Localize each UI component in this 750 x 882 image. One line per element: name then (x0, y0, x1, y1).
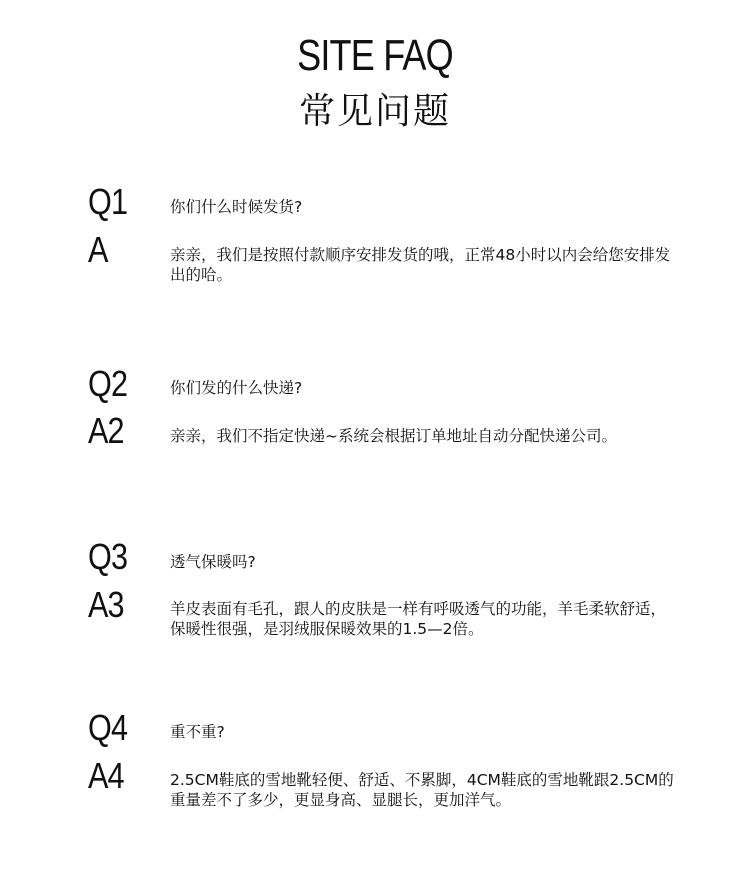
question-label: Q1 (88, 181, 128, 222)
answer-label: A3 (88, 584, 124, 625)
answer-text: 亲亲，我们不指定快递~系统会根据订单地址自动分配快递公司。 (170, 427, 617, 445)
question-text: 透气保暖吗? (170, 553, 256, 571)
answer-label: A (88, 229, 108, 270)
question-text: 重不重? (170, 723, 225, 741)
answer-label: A4 (88, 755, 124, 796)
answer-text: 亲亲，我们是按照付款顺序安排发货的哦，正常48小时以内会给您安排发出的哈。 (170, 246, 671, 284)
answer-label: A2 (88, 410, 124, 451)
question-label: Q3 (88, 536, 128, 577)
question-text: 你们发的什么快递? (170, 379, 303, 397)
question-label: Q2 (88, 363, 128, 404)
page-title: SITE FAQ (297, 31, 453, 80)
question-text: 你们什么时候发货? (170, 198, 303, 216)
page-header (0, 28, 750, 136)
answer-text: 羊皮表面有毛孔，跟人的皮肤是一样有呼吸透气的功能，羊毛柔软舒适，保暖性很强，是羽绒服保暖效果的1.5—2倍。 (170, 600, 667, 638)
answer-text: 2.5CM鞋底的雪地靴轻便、舒适、不累脚，4CM鞋底的雪地靴跟2.5CM的重量差不了多少，更显身高、显腿长，更加洋气。 (170, 771, 674, 809)
question-label: Q4 (88, 707, 128, 748)
page-subtitle: 常见问题 (298, 91, 451, 132)
